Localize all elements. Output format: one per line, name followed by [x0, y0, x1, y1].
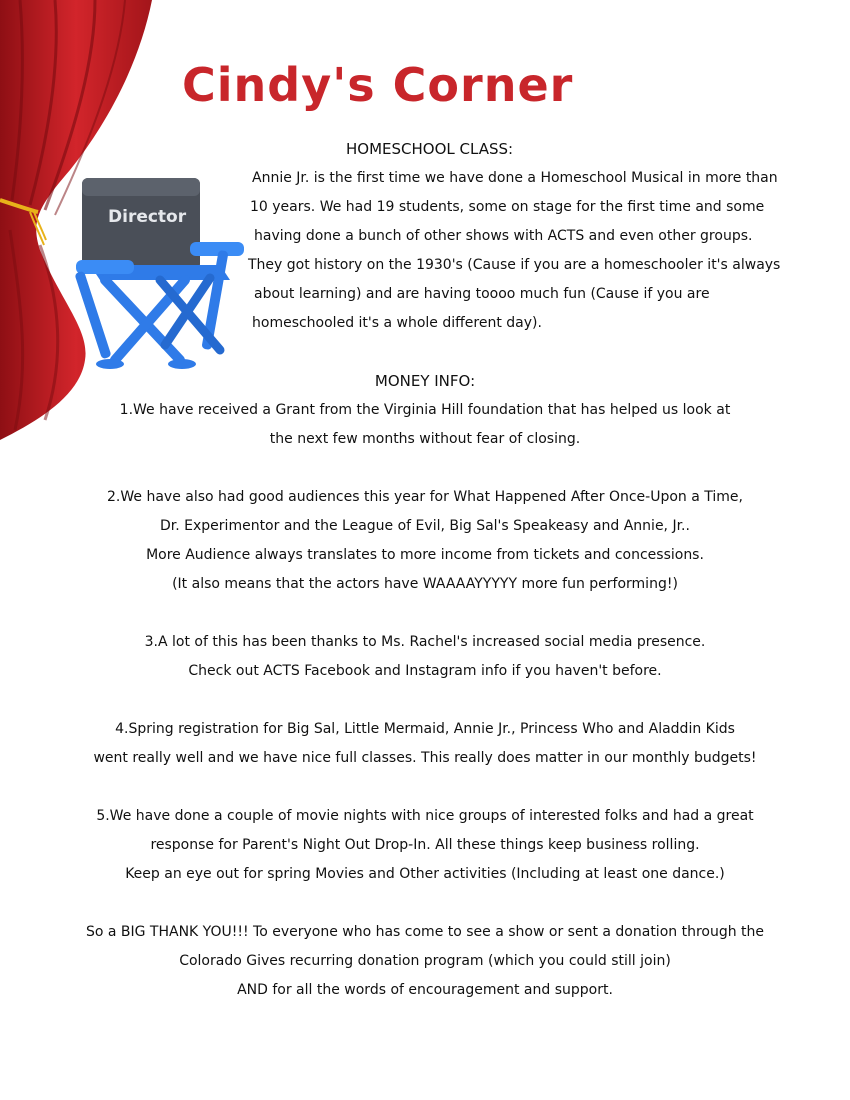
money-item-2-line: More Audience always translates to more income from tickets and concessions. — [146, 547, 704, 563]
chair-label: Director — [108, 207, 187, 227]
homeschool-line: homeschooled it's a whole different day). — [252, 315, 542, 331]
money-item-5-line: 5.We have done a couple of movie nights with nice groups of interested folks and had a great — [96, 808, 754, 824]
homeschool-line: Annie Jr. is the first time we have done a Homeschool Musical in more than — [252, 170, 778, 186]
homeschool-line: having done a bunch of other shows with ACTS and even other groups. — [254, 228, 753, 244]
money-heading: MONEY INFO: — [374, 372, 476, 390]
homeschool-line: about learning) and are having toooo much fun (Cause if you are — [254, 286, 710, 302]
money-item-2-line: 2.We have also had good audiences this year for What Happened After Once-Upon a Time, — [107, 489, 743, 505]
money-item-5-line: response for Parent's Night Out Drop-In. All these things keep business rolling. — [150, 837, 700, 853]
money-item-4-line: 4.Spring registration for Big Sal, Little Mermaid, Annie Jr., Princess Who and Aladdin Kids — [115, 721, 735, 737]
money-item-4-line: went really well and we have nice full classes. This really does matter in our monthly budgets! — [93, 750, 757, 766]
homeschool-heading: HOMESCHOOL CLASS: — [346, 140, 514, 158]
homeschool-line: 10 years. We had 19 students, some on stage for the first time and some — [250, 199, 765, 215]
money-item-5-line: Keep an eye out for spring Movies and Other activities (Including at least one dance.) — [125, 866, 725, 882]
thanks-line: So a BIG THANK YOU!!! To everyone who has come to see a show or sent a donation through the — [85, 924, 765, 940]
homeschool-line: They got history on the 1930's (Cause if you are a homeschooler it's always — [248, 257, 781, 273]
thanks-line: Colorado Gives recurring donation program (which you could still join) — [179, 953, 671, 969]
money-item-2-line: (It also means that the actors have WAAAAYYYYY more fun performing!) — [172, 576, 678, 592]
money-item-1-line: the next few months without fear of closing. — [269, 431, 581, 447]
director-chair-image — [70, 170, 250, 375]
money-item-3-line: 3.A lot of this has been thanks to Ms. Rachel's increased social media presence. — [144, 634, 706, 650]
money-item-2-line: Dr. Experimentor and the League of Evil, Big Sal's Speakeasy and Annie, Jr.. — [160, 518, 690, 534]
money-item-1-line: 1.We have received a Grant from the Virginia Hill foundation that has helped us look at — [119, 402, 731, 418]
page-title: Cindy's Corner — [182, 58, 574, 112]
thanks-line: AND for all the words of encouragement and support. — [237, 982, 613, 998]
money-item-3-line: Check out ACTS Facebook and Instagram info if you haven't before. — [188, 663, 662, 679]
